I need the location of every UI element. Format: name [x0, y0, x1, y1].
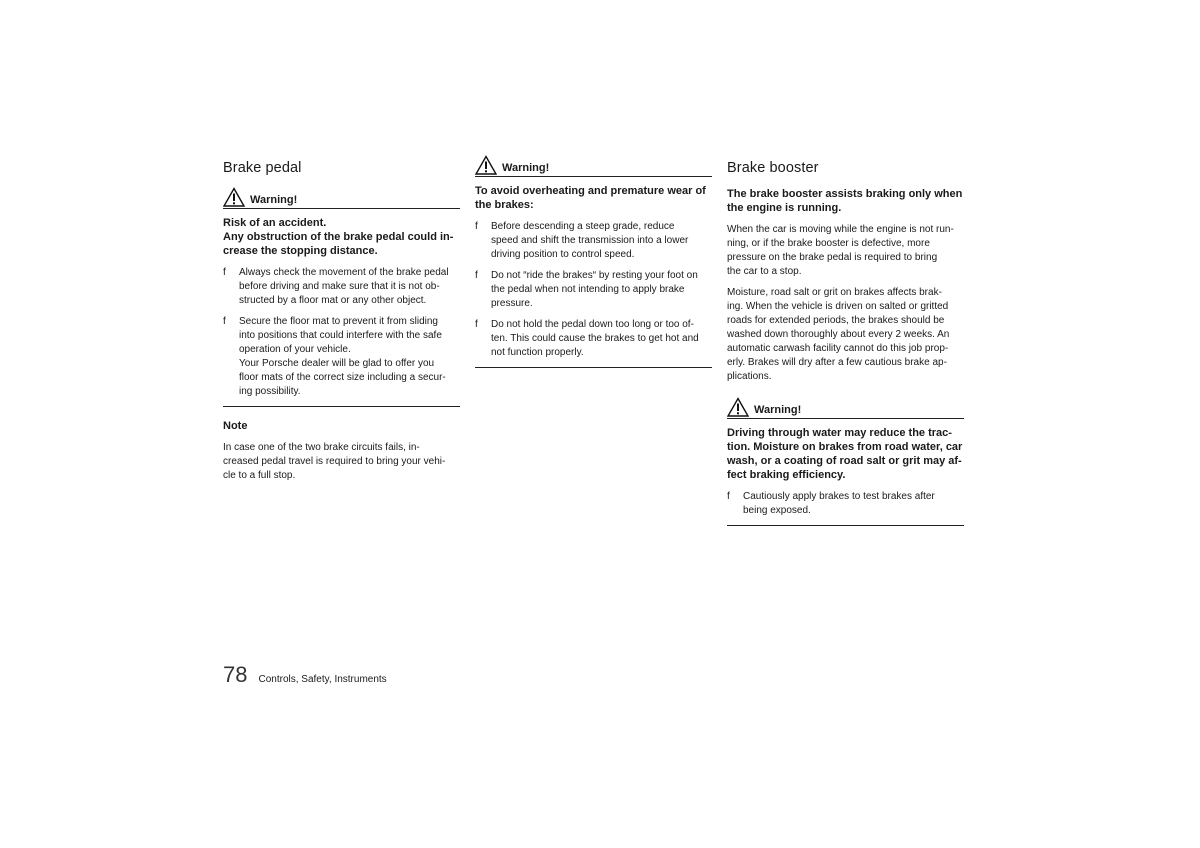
- warning-header: [475, 155, 712, 177]
- column-brake-pedal: [223, 160, 460, 490]
- warning-triangle-icon: [727, 397, 749, 417]
- bullet-mark: f: [223, 316, 226, 327]
- section-name: Controls, Safety, Instruments: [258, 674, 387, 685]
- section-heading: Brake booster: [727, 160, 819, 176]
- bullet-mark: f: [727, 491, 730, 502]
- note-text: In case one of the two brake circuits fails, in- creased pedal travel is required to bring your vehi- cle to a full stop.: [223, 442, 446, 481]
- bullet-item: f Before descending a steep grade, reduce speed and shift the transmission into a lower driving position to control speed.: [475, 221, 689, 260]
- bullet-mark: f: [223, 267, 226, 278]
- warning-text: Driving through water may reduce the trac- tion. Moisture on brakes from road water, car wash, or a coating of road salt or grit may af- fect braking efficiency.: [727, 427, 963, 481]
- paragraph: Moisture, road salt or grit on brakes affects brak- ing. When the vehicle is driven on salted or gritted roads for extended periods, the brakes should be washed down thoroughly about every 2 weeks. An automatic carwash facility cannot do this job prop- erly. Brakes will dry after a few cautious brake ap- plications.: [727, 287, 950, 382]
- page-footer: [223, 662, 387, 688]
- warning-end-rule: [475, 367, 712, 368]
- intro-text: The brake booster assists braking only when the engine is running.: [727, 188, 963, 214]
- warning-label: Warning!: [754, 404, 802, 416]
- warning-triangle-icon: [475, 155, 497, 175]
- warning-header: [223, 187, 460, 209]
- warning-end-rule: [727, 525, 964, 526]
- warning-label: Warning!: [250, 194, 298, 206]
- page-number: 78: [223, 662, 248, 687]
- column-brake-warning: [475, 155, 712, 381]
- warning-triangle-icon: [223, 187, 245, 207]
- column-brake-booster: [727, 160, 964, 539]
- warning-text: Risk of an accident. Any obstruction of the brake pedal could in- crease the stopping distance.: [223, 217, 454, 257]
- bullet-mark: f: [475, 270, 478, 281]
- bullet-item: f Secure the floor mat to prevent it from sliding into positions that could interfere with the safe operation of your vehicle. Your Porsche dealer will be glad to offer you floor mats of the correct size including a secur- ing possibility.: [223, 316, 446, 397]
- note-title: Note: [223, 420, 248, 432]
- bullet-mark: f: [475, 319, 478, 330]
- paragraph: When the car is moving while the engine is not run- ning, or if the brake booster is defective, more pressure on the brake pedal is required to bring the car to a stop.: [727, 224, 954, 277]
- bullet-item: f Cautiously apply brakes to test brakes after being exposed.: [727, 491, 935, 516]
- bullet-item: f Do not “ride the brakes“ by resting your foot on the pedal when not intending to apply brake pressure.: [475, 270, 698, 309]
- warning-end-rule: [223, 406, 460, 407]
- bullet-mark: f: [475, 221, 478, 232]
- warning-header: [727, 397, 964, 419]
- warning-text: To avoid overheating and premature wear of the brakes:: [475, 185, 706, 211]
- bullet-item: f Always check the movement of the brake pedal before driving and make sure that it is not ob- structed by a floor mat or any other object.: [223, 267, 449, 306]
- section-heading: Brake pedal: [223, 160, 302, 176]
- bullet-item: f Do not hold the pedal down too long or too of- ten. This could cause the brakes to get hot and not function properly.: [475, 319, 699, 358]
- warning-label: Warning!: [502, 162, 550, 174]
